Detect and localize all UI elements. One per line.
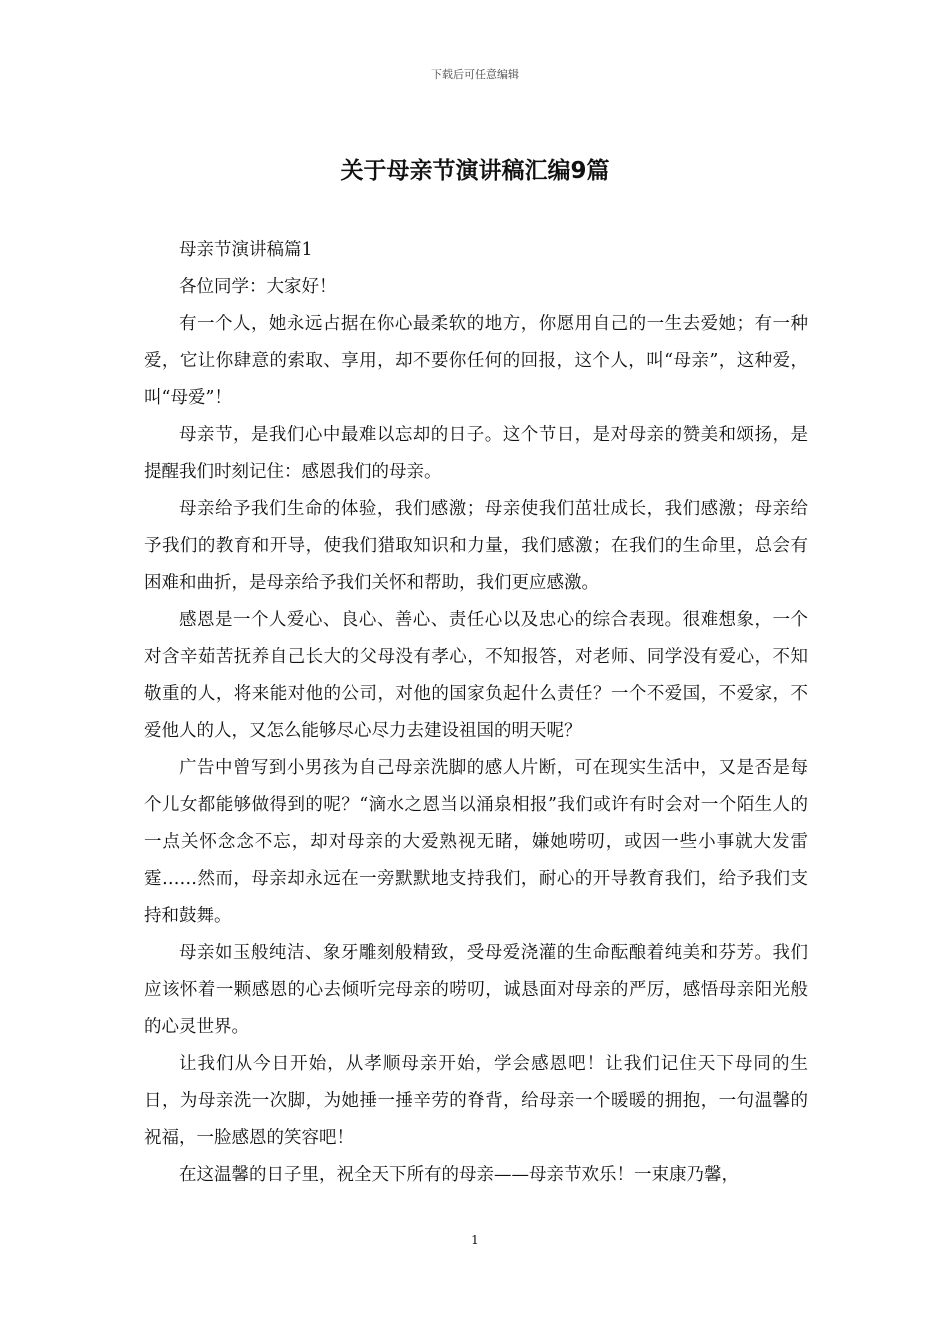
paragraph: 在这温馨的日子里，祝全天下所有的母亲——母亲节欢乐！一束康乃馨， bbox=[179, 1165, 739, 1185]
paragraph: 母亲节，是我们心中最难以忘却的日子。这个节日，是对母亲的赞美和颂扬，是提醒我们时刻记住：感恩我们的母亲。 bbox=[144, 425, 808, 482]
paragraph: 让我们从今日开始，从孝顺母亲开始，学会感恩吧！让我们记住天下母同的生日，为母亲洗一次脚，为她捶一捶辛劳的脊背，给母亲一个暖暖的拥抱，一句温馨的祝福，一脸感恩的笑容吧！ bbox=[144, 1054, 808, 1148]
section-heading: 母亲节演讲稿篇1 bbox=[179, 240, 313, 260]
salutation: 各位同学：大家好！ bbox=[179, 277, 337, 297]
page-number: 1 bbox=[471, 1233, 479, 1247]
paragraph: 有一个人，她永远占据在你心最柔软的地方，你愿用自己的一生去爱她；有一种爱，它让你肆意的索取、享用，却不要你任何的回报，这个人，叫“母亲”，这种爱，叫“母爱”！ bbox=[144, 314, 808, 408]
paragraph: 感恩是一个人爱心、良心、善心、责任心以及忠心的综合表现。很难想象，一个对含辛茹苦抚养自己长大的父母没有孝心，不知报答，对老师、同学没有爱心，不知敬重的人，将来能对他的公司，对他的国家负起什么责任？一个不爱国，不爱家，不爱他人的人，又怎么能够尽心尽力去建设祖国的明天呢？ bbox=[144, 610, 808, 741]
paragraph: 母亲给予我们生命的体验，我们感激；母亲使我们茁壮成长，我们感激；母亲给予我们的教育和开导，使我们猎取知识和力量，我们感激；在我们的生命里，总会有困难和曲折，是母亲给予我们关怀和帮助，我们更应感激。 bbox=[144, 499, 808, 593]
document-title: 关于母亲节演讲稿汇编9篇 bbox=[340, 158, 610, 184]
paragraph: 广告中曾写到小男孩为自己母亲洗脚的感人片断，可在现实生活中，又是否是每个儿女都能够做得到的呢？“滴水之恩当以涌泉相报”我们或许有时会对一个陌生人的一点关怀念念不忘，却对母亲的大爱熟视无睹，嫌她唠叨，或因一些小事就大发雷霆……然而，母亲却永远在一旁默默地支持我们，耐心的开导教育我们，给予我们支持和鼓舞。 bbox=[144, 758, 808, 926]
header-note: 下载后可任意编辑 bbox=[431, 68, 519, 81]
paragraph: 母亲如玉般纯洁、象牙雕刻般精致，受母爱浇灌的生命酝酿着纯美和芬芳。我们应该怀着一颗感恩的心去倾听完母亲的唠叨，诚恳面对母亲的严厉，感悟母亲阳光般的心灵世界。 bbox=[144, 943, 808, 1037]
document-body bbox=[144, 232, 808, 1194]
